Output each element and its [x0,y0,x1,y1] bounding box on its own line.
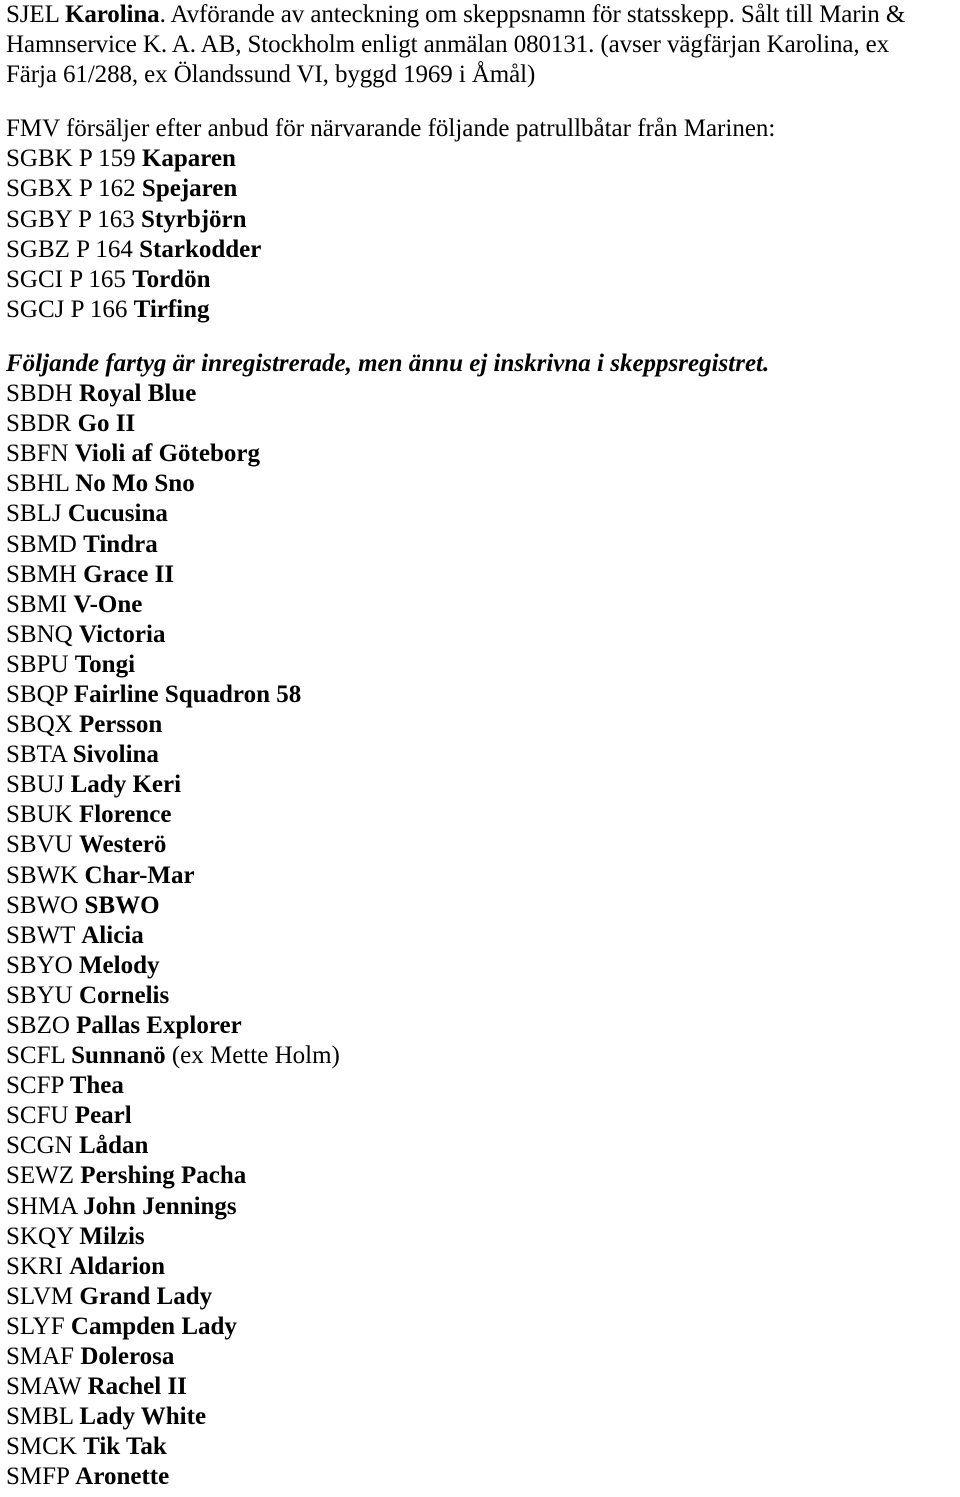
vessel-name: Sivolina [72,741,159,769]
patrol-boat-item [6,235,956,265]
vessel-list [6,379,956,1492]
vessel-name: Starkodder [139,235,262,263]
intro-code: SJEL [6,1,65,28]
intro-ship-name: Karolina [65,1,160,28]
vessel-name: Melody [78,951,160,979]
vessel-item [6,620,956,650]
call-sign: SGBY P 163 [6,205,135,233]
call-sign: SCFL [6,1042,65,1070]
call-sign: SBNQ [6,620,73,648]
vessel-item [6,590,956,620]
patrol-boat-item [6,295,956,325]
vessel-name: Styrbjörn [141,205,247,233]
vessel-item [6,1041,956,1071]
vessel-name: Florence [78,801,172,829]
vessel-name: SBWO [84,891,160,919]
intro-line: Färja 61/288, ex Ölandssund VI, byggd 1969 i Åmål) [6,61,536,89]
call-sign: SBLJ [6,500,62,528]
fmv-heading: FMV försäljer efter anbud för närvarande följande patrullbåtar från Marinen: [6,115,776,143]
vessel-name: Fairline Squadron 58 [73,680,302,708]
vessel-item [6,560,956,590]
intro-line [6,0,956,30]
patrol-boat-item [6,144,956,174]
call-sign: SEWZ [6,1162,75,1190]
vessel-item [6,530,956,560]
vessel-item [6,770,956,800]
vessel-item [6,740,956,770]
call-sign: SBWK [6,861,79,889]
vessel-item [6,921,956,951]
vessel-item [6,650,956,680]
call-sign: SBMH [6,560,77,588]
vessel-item [6,409,956,439]
vessel-name: Cornelis [78,981,170,1009]
vessel-name: Persson [78,711,163,739]
vessel-name: Cucusina [67,500,168,528]
vessel-name: Aronette [75,1463,170,1491]
call-sign: SBYU [6,981,73,1009]
vessel-name: Victoria [78,620,166,648]
patrol-boat-item [6,174,956,204]
vessel-name: Tordön [132,265,211,293]
vessel-item [6,1312,956,1342]
call-sign: SCGN [6,1132,73,1160]
vessel-name: Grace II [83,560,175,588]
vessel-name: Rachel II [87,1373,187,1401]
vessel-name: Tik Tak [83,1433,167,1461]
call-sign: SBWO [6,891,79,919]
call-sign: SBDR [6,410,72,438]
call-sign: SBVU [6,831,73,859]
intro-line: Hamnservice K. A. AB, Stockholm enligt anmälan 080131. (avser vägfärjan Karolina, ex [6,31,890,59]
call-sign: SLVM [6,1282,74,1310]
registered-heading: Följande fartyg är inregistrerade, men ännu ej inskrivna i skeppsregistret. [6,349,770,377]
vessel-item [6,1342,956,1372]
vessel-name: Char-Mar [84,861,195,889]
call-sign: SMAF [6,1343,75,1371]
vessel-item [6,680,956,710]
call-sign: SBUJ [6,771,65,799]
vessel-name: Lådan [78,1132,149,1160]
vessel-name: No Mo Sno [75,470,195,498]
call-sign: SGBZ P 164 [6,235,133,263]
call-sign: SMFP [6,1463,70,1491]
vessel-item [6,830,956,860]
vessel-item [6,1432,956,1462]
registered-section [6,349,956,1493]
call-sign: SCFU [6,1102,69,1130]
vessel-item [6,1462,956,1492]
vessel-item [6,800,956,830]
vessel-name: Pallas Explorer [76,1012,242,1039]
patrol-boat-item [6,265,956,295]
call-sign: SKQY [6,1222,74,1250]
vessel-item [6,1161,956,1191]
vessel-name: Pearl [74,1102,132,1130]
call-sign: SBTA [6,741,67,769]
call-sign: SBPU [6,650,69,678]
vessel-name: Sunnanö [71,1042,166,1070]
vessel-item [6,981,956,1011]
vessel-item [6,1282,956,1312]
vessel-name: Tindra [83,530,158,558]
vessel-name: Pershing Pacha [80,1162,247,1190]
vessel-item [6,1071,956,1101]
vessel-name: Grand Lady [79,1282,213,1310]
call-sign: SLYF [6,1312,65,1340]
vessel-name: Violi af Göteborg [74,440,260,468]
intro-paragraph [6,0,956,90]
vessel-name: V-One [73,590,143,618]
call-sign: SMCK [6,1433,77,1461]
call-sign: SBYO [6,951,73,979]
call-sign: SCFP [6,1072,64,1100]
vessel-item [6,379,956,409]
vessel-item [6,1101,956,1131]
vessel-item [6,891,956,921]
call-sign: SBFN [6,440,69,468]
call-sign: SMBL [6,1403,74,1431]
call-sign: SGBX P 162 [6,175,136,203]
vessel-note: (ex Mette Holm) [165,1042,340,1070]
fmv-section [6,114,956,325]
vessel-item [6,1372,956,1402]
vessel-item [6,710,956,740]
call-sign: SMAW [6,1373,82,1401]
vessel-name: Alicia [81,921,144,949]
vessel-name: Campden Lady [70,1312,237,1340]
vessel-item [6,1222,956,1252]
vessel-name: Thea [69,1072,124,1100]
vessel-name: Lady White [79,1403,207,1431]
vessel-item [6,439,956,469]
call-sign: SBHL [6,470,69,498]
call-sign: SBWT [6,921,75,949]
call-sign: SBZO [6,1012,70,1039]
vessel-name: Royal Blue [78,380,197,408]
vessel-name: John Jennings [83,1192,237,1220]
vessel-name: Go II [77,410,136,438]
call-sign: SGCJ P 166 [6,295,128,323]
vessel-name: Tirfing [133,295,210,323]
vessel-item [6,1131,956,1161]
call-sign: SGBK P 159 [6,145,136,173]
document-page [6,0,956,1493]
vessel-name: Kaparen [141,145,236,173]
vessel-item [6,1252,956,1282]
vessel-item [6,1192,956,1222]
call-sign: SBQP [6,680,68,708]
vessel-name: Westerö [78,831,167,859]
vessel-name: Spejaren [141,175,238,203]
intro-text: . Avförande av anteckning om skeppsnamn för statsskepp. Sålt till Marin & [159,1,906,28]
vessel-item [6,469,956,499]
vessel-name: Lady Keri [70,771,182,799]
vessel-item [6,1402,956,1432]
patrol-boat-item [6,205,956,235]
vessel-item [6,861,956,891]
call-sign: SKRI [6,1252,63,1280]
patrol-boat-list [6,144,956,325]
call-sign: SHMA [6,1192,77,1220]
call-sign: SBDH [6,380,73,408]
vessel-name: Milzis [79,1222,145,1250]
call-sign: SBQX [6,711,73,739]
vessel-name: Aldarion [69,1252,166,1280]
call-sign: SBUK [6,801,73,829]
vessel-item [6,951,956,981]
call-sign: SBMD [6,530,77,558]
vessel-item [6,1011,956,1041]
call-sign: SGCI P 165 [6,265,126,293]
vessel-name: Tongi [74,650,136,678]
vessel-item [6,499,956,529]
vessel-name: Dolerosa [80,1343,175,1371]
call-sign: SBMI [6,590,68,618]
